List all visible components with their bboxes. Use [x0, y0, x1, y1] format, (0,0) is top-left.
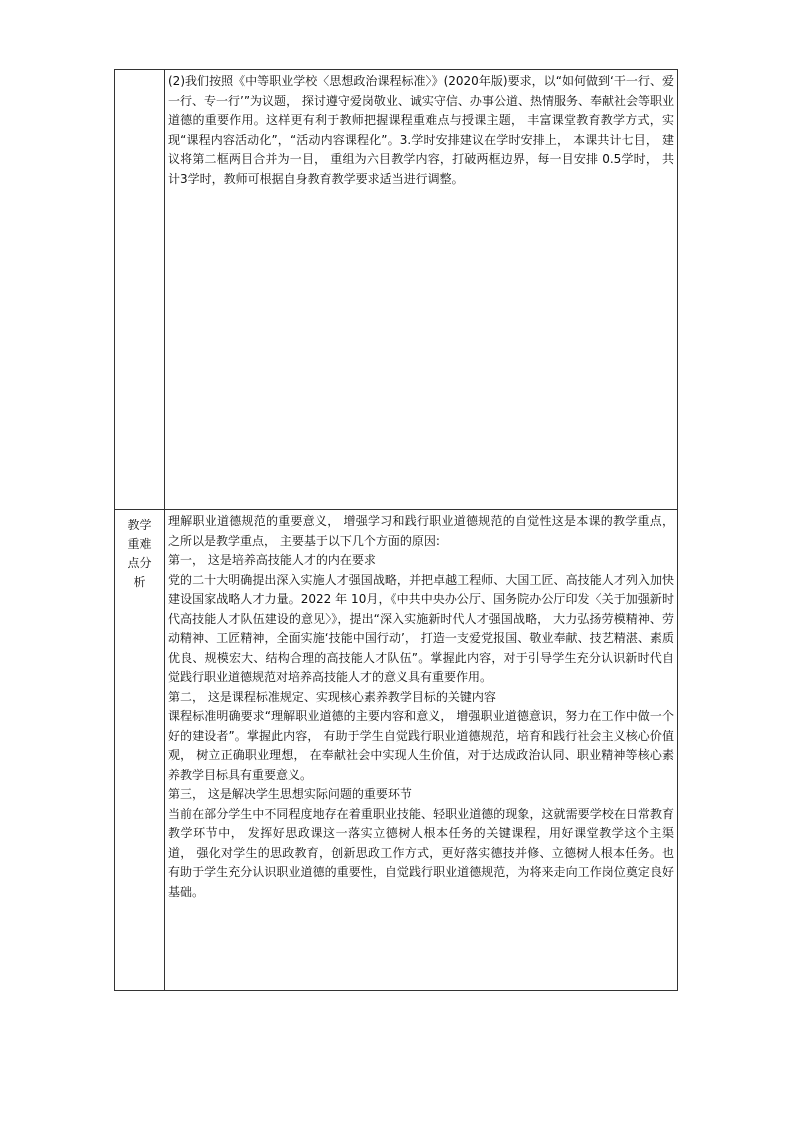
intro-paragraph: 理解职业道德规范的重要意义， 增强学习和践行职业道德规范的自觉性这是本课的教学重点， 之所以是教学重点， 主要基于以下几个方面的原因:: [168, 514, 674, 548]
section-heading: 第二， 这是课程标准规定、实现核心素养教学目标的关键内容: [168, 689, 496, 704]
section-text: 课程标准明确要求“理解职业道德的主要内容和意义， 增强职业道德意识，努力在工作中做一个好的建设者”。掌握此内容， 有助于学生自觉践行职业道德规范，培育和践行社会主义核心价值观， 树立正确职业理想， 在奉献社会中实现人生价值，对于达成政治认同、职业精神等核心素养教学目标具有重要意义。: [168, 709, 674, 782]
section-heading: 第一， 这是培养高技能人才的内在要求: [168, 553, 376, 567]
table-row: [115, 70, 678, 510]
row-label: 教学重难点分析: [127, 518, 152, 589]
section-text: 当前在部分学生中不同程度地存在着重职业技能、轻职业道德的现象，这就需要学校在日常教育教学环节中， 发挥好思政课这一落实立德树人根本任务的关键课程，用好课堂教学这个主渠道， 强化对学生的思政教育，创新思政工作方式，更好落实德技并修、立德树人根本任务。也有助于学生充分认识职业道德的重要性，自觉践行职业道德规范，为将来走向工作岗位奠定良好基础。: [168, 806, 674, 899]
section-text: 党的二十大明确提出深入实施人才强国战略，并把卓越工程师、大国工匠、高技能人才列入加快建设国家战略人才力量。2022 年 10月，《中共中央办公厅、国务院办公厅印发〈关于加强新时代高技能人才队伍建设的意见〉》，提出“深入实施新时代人才强国战略， 大力弘扬劳模精神、劳动精神、工匠精神，全面实施‘技能中国行动’， 打造一支爱党报国、敬业奉献、技艺精湛、素质优良、规模宏大、结构合理的高技能人才队伍”。掌握此内容，对于引导学生充分认识新时代自觉践行职业道德规范对培养高技能人才的意义具有重要作用。: [168, 572, 674, 684]
reason-section-1: [168, 551, 674, 688]
row-label-cell: [115, 510, 165, 991]
reason-section-2: [168, 688, 674, 786]
row-content-cell: [165, 70, 678, 510]
lesson-plan-table: [114, 69, 678, 991]
analysis-paragraph: (2)我们按照《中等职业学校〈思想政治课程标准〉》(2020年版)要求，以“如何做到‘干一行、爱一行、专一行’”为议题， 探讨遵守爱岗敬业、诚实守信、办事公道、热情服务、奉献社会等职业道德的重要作用。这样更有利于教师把握课程重难点与授课主题， 丰富课堂教育教学方式，实现“课程内容活动化”，“活动内容课程化”。3.学时安排建议在学时安排上， 本课共计七目， 建议将第二框两目合并为一目， 重组为六目教学内容，打破两框边界，每一目安排 0.5学时， 共计3学时，教师可根据自身教育教学要求适当进行调整。: [168, 74, 674, 186]
reason-section-3: [168, 785, 674, 902]
row-content-cell: [165, 510, 678, 991]
section-heading: 第三， 这是解决学生思想实际问题的重要环节: [168, 787, 412, 801]
row-label-cell: [115, 70, 165, 510]
table-row: [115, 510, 678, 991]
